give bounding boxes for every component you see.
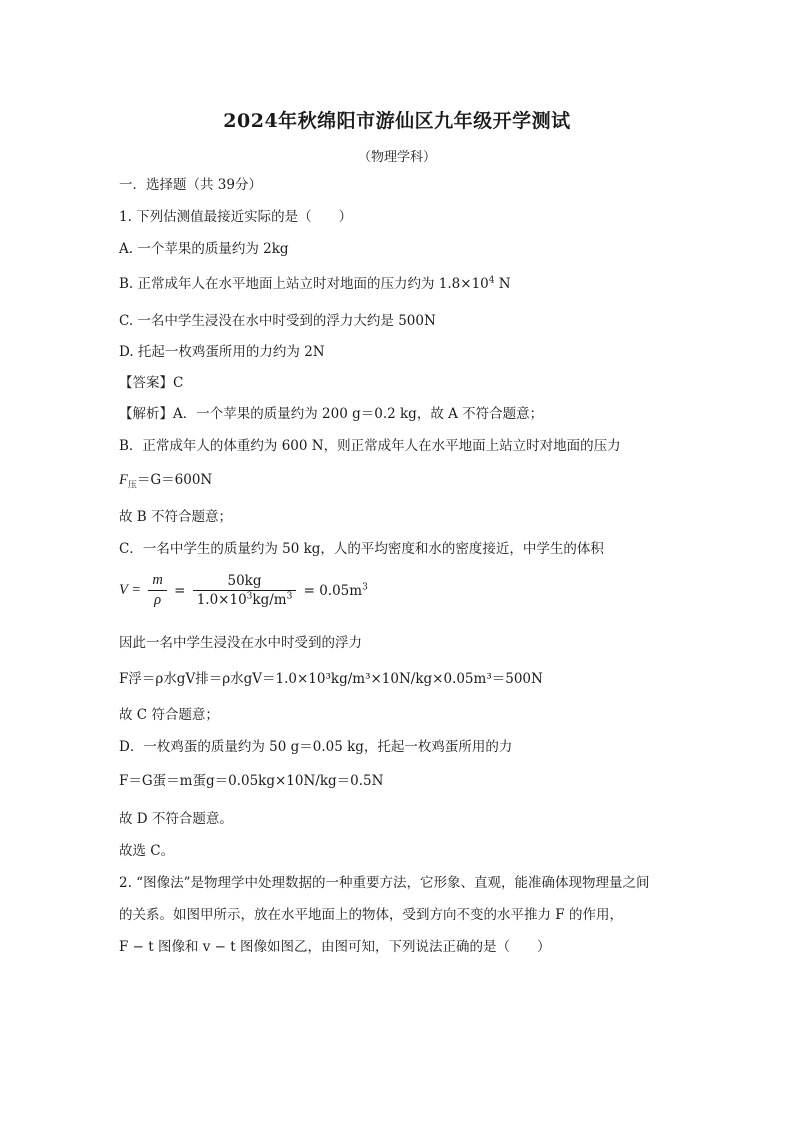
- question-1-option-b: [119, 275, 511, 293]
- question-1-option-c: C. 一名中学生浸没在水中时受到的浮力大约是 500N: [119, 313, 436, 329]
- density-unit: kg/m: [252, 592, 287, 608]
- analysis-c: C．一名中学生的质量约为 50 kg，人的平均密度和水的密度接近，中学生的体积: [119, 541, 604, 557]
- option-b-unit: N: [498, 276, 511, 292]
- volume-result: = 0.05m: [303, 582, 363, 599]
- density-exponent: 3: [246, 591, 253, 602]
- density-value: 1.0×10: [196, 592, 247, 608]
- conclusion-b: 故 B 不符合题意；: [119, 509, 233, 525]
- question-1-option-d: D. 托起一枚鸡蛋所用的力约为 2N: [119, 344, 325, 360]
- equation-b-force: F: [119, 472, 128, 488]
- volume-exponent: 3: [362, 582, 368, 592]
- analysis-b: B．正常成年人的体重约为 600 N，则正常成年人在水平地面上站立时对地面的压力: [119, 438, 621, 454]
- final-choice: 故选 C。: [119, 843, 175, 859]
- analysis-d: D．一枚鸡蛋的质量约为 50 g＝0.05 kg，托起一枚鸡蛋所用的力: [119, 739, 513, 755]
- buoyancy-text: 因此一名中学生浸没在水中时受到的浮力: [119, 635, 362, 651]
- equation-c-lhs: V =: [119, 582, 142, 598]
- equals-sign: =: [174, 582, 186, 599]
- document-title: 2024年秋绵阳市游仙区九年级开学测试: [223, 110, 571, 132]
- question-1-option-a: A. 一个苹果的质量约为 2kg: [119, 241, 289, 257]
- question-2-line-1: 2. “图像法”是物理学中处理数据的一种重要方法，它形象、直观，能准确体现物理量之间: [119, 875, 650, 891]
- equation-b-rest: ＝G＝600N: [136, 472, 213, 488]
- question-1-stem: 1. 下列估测值最接近实际的是（ ）: [119, 209, 353, 225]
- fraction-numerator-m: m: [148, 572, 166, 591]
- density-unit-exponent: 3: [286, 591, 293, 602]
- fraction-mass-over-density: [193, 573, 297, 608]
- question-2-line-2: 的关系。如图甲所示，放在水平地面上的物体，受到方向不变的水平推力 F 的作用，: [119, 907, 623, 923]
- document-subtitle: （物理学科）: [357, 150, 436, 165]
- fraction-denominator-rho: ρ: [154, 592, 162, 608]
- option-b-text: B. 正常成年人在水平地面上站立时对地面的压力约为 1.8×10: [119, 276, 489, 292]
- equation-b-subscript: 压: [127, 480, 137, 491]
- equation-buoyancy: F浮＝ρ水gV排＝ρ水gV＝1.0×10³kg/m³×10N/kg×0.05m³＝500N: [119, 671, 543, 687]
- fraction-numerator-mass: 50kg: [193, 573, 297, 591]
- equation-d: F＝G蛋＝m蛋g＝0.05kg×10N/kg＝0.5N: [119, 773, 384, 789]
- conclusion-c: 故 C 符合题意；: [119, 707, 219, 723]
- conclusion-d: 故 D 不符合题意。: [119, 811, 233, 827]
- equation-c-result: [304, 583, 368, 599]
- fraction-denominator-density: [193, 591, 297, 608]
- equation-b: [119, 471, 212, 489]
- analysis-a: 【解析】A．一个苹果的质量约为 200 g＝0.2 kg，故 A 不符合题意；: [119, 406, 544, 422]
- question-2-line-3: F − t 图像和 v − t 图像如图乙，由图可知，下列说法正确的是（ ）: [119, 939, 551, 955]
- equation-c: [119, 572, 368, 609]
- fraction-m-over-rho: [148, 572, 166, 609]
- answer-label: 【答案】C: [119, 375, 184, 391]
- option-b-exponent: 4: [488, 275, 495, 286]
- section-heading: 一．选择题（共 39分）: [119, 177, 262, 193]
